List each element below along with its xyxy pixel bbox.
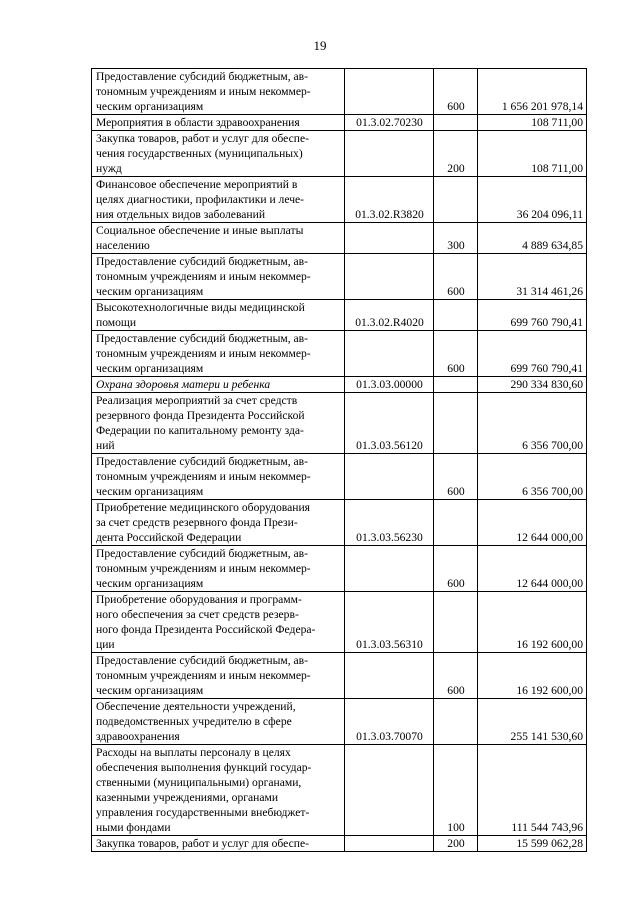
row-expense-type-cell: [434, 115, 478, 131]
row-name-line: Охрана здоровья матери и ребенка: [96, 378, 271, 391]
row-amount-cell: 108 711,00: [478, 115, 587, 131]
row-name-line: тономным учреждениям и иным некоммер-: [96, 85, 311, 98]
row-expense-type-cell: 100: [434, 745, 478, 836]
row-amount-cell: 111 544 743,96: [478, 745, 587, 836]
row-name-cell: [92, 223, 345, 254]
table-row: [92, 377, 587, 393]
row-name-line: подведомственных учредителю в сфере: [96, 715, 292, 728]
row-expense-type-cell: [434, 592, 478, 653]
row-name-cell: [92, 836, 345, 852]
row-name-line: ческим организациям: [96, 100, 204, 113]
row-name-line: целях диагностики, профилактики и лече-: [96, 193, 305, 206]
row-name-line: ний: [96, 439, 115, 452]
row-amount-cell: 16 192 600,00: [478, 653, 587, 699]
row-name-line: ческим организациям: [96, 684, 204, 697]
row-name-cell: [92, 500, 345, 546]
row-expense-type-cell: 600: [434, 69, 478, 115]
row-name-cell: [92, 254, 345, 300]
row-name-line: за счет средств резервного фонда Прези-: [96, 516, 298, 529]
row-name-line: Социальное обеспечение и иные выплаты: [96, 224, 304, 237]
row-name-line: ческим организациям: [96, 362, 204, 375]
row-name-line: ции: [96, 638, 115, 651]
row-expense-type-cell: 600: [434, 454, 478, 500]
table-row: [92, 546, 587, 592]
row-expense-type-cell: [434, 699, 478, 745]
row-code-cell: [345, 131, 434, 177]
row-name-cell: [92, 115, 345, 131]
row-code-cell: [345, 254, 434, 300]
row-name-line: тономным учреждениям и иным некоммер-: [96, 270, 311, 283]
row-code-cell: [345, 223, 434, 254]
row-name-line: населению: [96, 239, 150, 252]
row-expense-type-cell: 300: [434, 223, 478, 254]
row-code-cell: 01.3.02.R4020: [345, 300, 434, 331]
row-name-line: тономным учреждениям и иным некоммер-: [96, 562, 311, 575]
row-name-line: Предоставление субсидий бюджетным, ав-: [96, 547, 308, 560]
row-name-line: Реализация мероприятий за счет средств: [96, 394, 298, 407]
row-name-line: резервного фонда Президента Российской: [96, 409, 305, 422]
table-row: [92, 653, 587, 699]
table-row: [92, 223, 587, 254]
table-row: [92, 69, 587, 115]
row-name-line: Федерации по капитальному ремонту зда-: [96, 424, 304, 437]
row-name-line: ния отдельных видов заболеваний: [96, 208, 266, 221]
row-name-line: Приобретение медицинского оборудования: [96, 501, 310, 514]
table-row: [92, 836, 587, 852]
row-name-line: ческим организациям: [96, 485, 204, 498]
budget-table-body: [92, 69, 587, 852]
row-amount-cell: 6 356 700,00: [478, 393, 587, 454]
row-name-line: Предоставление субсидий бюджетным, ав-: [96, 455, 308, 468]
row-amount-cell: 4 889 634,85: [478, 223, 587, 254]
row-name-line: ного фонда Президента Российской Федера-: [96, 623, 316, 636]
row-code-cell: 01.3.03.56230: [345, 500, 434, 546]
table-row: [92, 592, 587, 653]
row-amount-cell: 12 644 000,00: [478, 546, 587, 592]
row-expense-type-cell: [434, 300, 478, 331]
row-name-cell: [92, 377, 345, 393]
row-name-line: здравоохранения: [96, 730, 180, 743]
row-name-line: тономным учреждениям и иным некоммер-: [96, 347, 311, 360]
row-expense-type-cell: [434, 393, 478, 454]
row-amount-cell: 108 711,00: [478, 131, 587, 177]
row-name-line: Закупка товаров, работ и услуг для обеспе-: [96, 837, 309, 850]
table-row: [92, 393, 587, 454]
row-name-line: Высокотехнологичные виды медицинской: [96, 301, 305, 314]
row-name-cell: [92, 454, 345, 500]
row-name-line: Мероприятия в области здравоохранения: [96, 116, 300, 129]
row-name-cell: [92, 745, 345, 836]
row-amount-cell: 6 356 700,00: [478, 454, 587, 500]
row-expense-type-cell: 200: [434, 836, 478, 852]
row-code-cell: 01.3.03.00000: [345, 377, 434, 393]
row-amount-cell: 699 760 790,41: [478, 300, 587, 331]
row-code-cell: 01.3.03.56310: [345, 592, 434, 653]
row-name-line: Расходы на выплаты персоналу в целях: [96, 746, 291, 759]
table-row: [92, 745, 587, 836]
row-name-line: ственными (муниципальными) органами,: [96, 776, 302, 789]
row-expense-type-cell: 200: [434, 131, 478, 177]
row-name-line: тономным учреждениям и иным некоммер-: [96, 669, 311, 682]
row-code-cell: [345, 546, 434, 592]
table-row: [92, 115, 587, 131]
row-name-line: Предоставление субсидий бюджетным, ав-: [96, 332, 308, 345]
row-amount-cell: 16 192 600,00: [478, 592, 587, 653]
row-expense-type-cell: 600: [434, 331, 478, 377]
row-code-cell: [345, 836, 434, 852]
row-name-cell: [92, 653, 345, 699]
row-expense-type-cell: [434, 377, 478, 393]
row-expense-type-cell: [434, 177, 478, 223]
row-name-cell: [92, 131, 345, 177]
row-code-cell: [345, 69, 434, 115]
page-number: 19: [313, 38, 327, 53]
row-amount-cell: 36 204 096,11: [478, 177, 587, 223]
row-code-cell: [345, 454, 434, 500]
row-name-cell: [92, 177, 345, 223]
row-name-cell: [92, 546, 345, 592]
row-amount-cell: 290 334 830,60: [478, 377, 587, 393]
row-name-cell: [92, 592, 345, 653]
row-amount-cell: 255 141 530,60: [478, 699, 587, 745]
row-code-cell: [345, 653, 434, 699]
row-amount-cell: 1 656 201 978,14: [478, 69, 587, 115]
row-name-line: Закупка товаров, работ и услуг для обеспе-: [96, 132, 309, 145]
row-name-line: Приобретение оборудования и программ-: [96, 593, 302, 606]
row-name-line: Обеспечение деятельности учреждений,: [96, 700, 296, 713]
table-row: [92, 500, 587, 546]
row-amount-cell: 12 644 000,00: [478, 500, 587, 546]
row-name-cell: [92, 331, 345, 377]
row-name-line: управления государственными внебюджет-: [96, 806, 310, 819]
row-code-cell: 01.3.03.56120: [345, 393, 434, 454]
row-name-line: казенными учреждениями, органами: [96, 791, 279, 804]
row-amount-cell: 699 760 790,41: [478, 331, 587, 377]
row-code-cell: [345, 331, 434, 377]
row-name-line: чения государственных (муниципальных): [96, 147, 303, 160]
row-name-cell: [92, 300, 345, 331]
row-code-cell: 01.3.02.70230: [345, 115, 434, 131]
row-name-line: нужд: [96, 162, 122, 175]
row-amount-cell: 15 599 062,28: [478, 836, 587, 852]
row-expense-type-cell: 600: [434, 546, 478, 592]
row-name-line: Предоставление субсидий бюджетным, ав-: [96, 255, 308, 268]
row-code-cell: 01.3.03.70070: [345, 699, 434, 745]
table-row: [92, 131, 587, 177]
row-name-line: тономным учреждениям и иным некоммер-: [96, 470, 311, 483]
table-row: [92, 699, 587, 745]
table-row: [92, 254, 587, 300]
row-code-cell: 01.3.02.R3820: [345, 177, 434, 223]
table-row: [92, 331, 587, 377]
row-name-cell: [92, 69, 345, 115]
row-name-line: Финансовое обеспечение мероприятий в: [96, 178, 298, 191]
table-row: [92, 177, 587, 223]
row-name-line: ными фондами: [96, 821, 171, 834]
budget-table: [91, 68, 587, 852]
row-name-line: Предоставление субсидий бюджетным, ав-: [96, 70, 308, 83]
table-row: [92, 454, 587, 500]
table-row: [92, 300, 587, 331]
row-code-cell: [345, 745, 434, 836]
row-name-line: ческим организациям: [96, 577, 204, 590]
row-name-line: ческим организациям: [96, 285, 204, 298]
row-expense-type-cell: 600: [434, 254, 478, 300]
row-name-line: Предоставление субсидий бюджетным, ав-: [96, 654, 308, 667]
row-name-line: дента Российской Федерации: [96, 531, 242, 544]
row-name-line: ного обеспечения за счет средств резерв-: [96, 608, 299, 621]
row-name-cell: [92, 393, 345, 454]
row-amount-cell: 31 314 461,26: [478, 254, 587, 300]
row-expense-type-cell: 600: [434, 653, 478, 699]
row-name-line: помощи: [96, 316, 137, 329]
row-name-cell: [92, 699, 345, 745]
row-name-line: обеспечения выполнения функций государ-: [96, 761, 312, 774]
row-expense-type-cell: [434, 500, 478, 546]
